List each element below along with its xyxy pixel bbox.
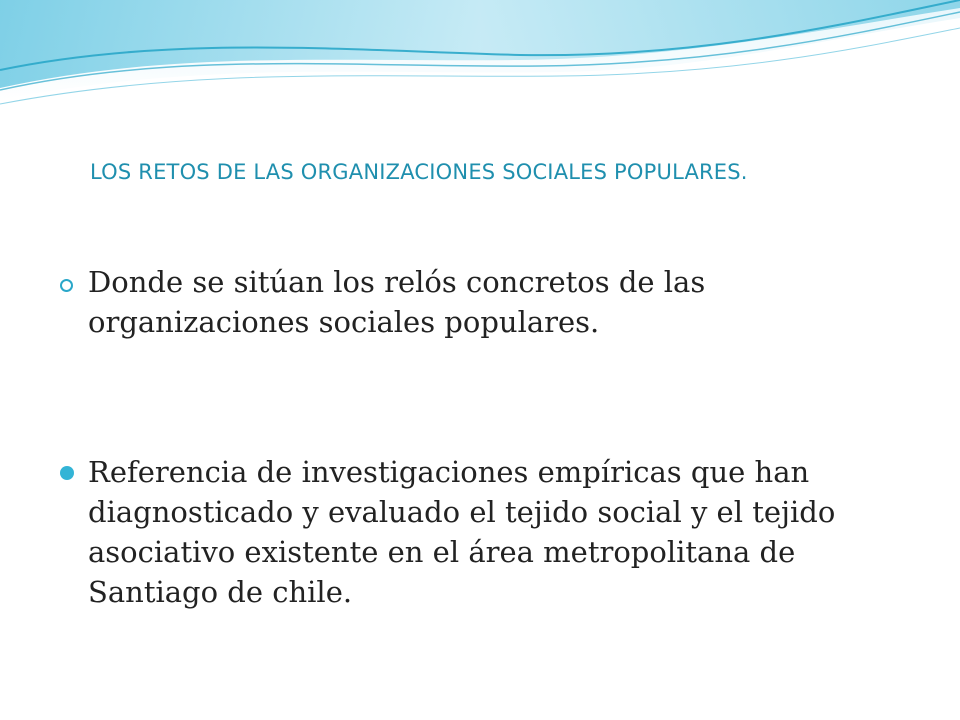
slide-title: LOS RETOS DE LAS ORGANIZACIONES SOCIALES POPULARES. bbox=[90, 160, 748, 184]
bullet-item bbox=[60, 452, 880, 612]
bullet-text: Referencia de investigaciones empíricas que han diagnosticado y evaluado el tejido social y el tejido asociativo existente en el área metropolitana de Santiago de chile. bbox=[88, 455, 836, 609]
bullet-list bbox=[60, 262, 880, 612]
filled-circle-bullet-icon bbox=[60, 466, 74, 480]
bullet-item bbox=[60, 262, 880, 342]
header-wave-decoration bbox=[0, 0, 960, 120]
bullet-text: Donde se sitúan los relós concretos de las organizaciones sociales populares. bbox=[88, 265, 706, 339]
hollow-circle-bullet-icon bbox=[60, 279, 73, 292]
